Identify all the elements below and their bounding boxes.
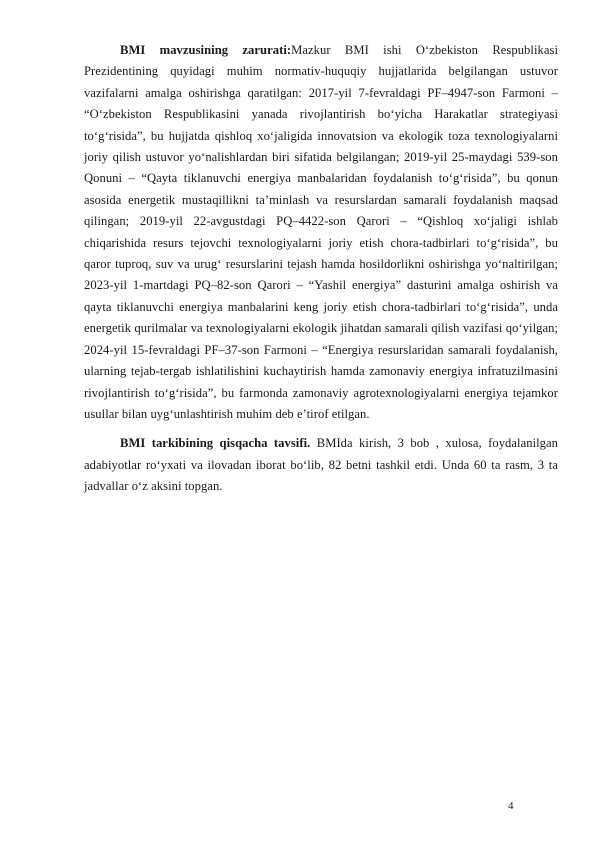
document-page xyxy=(84,40,558,506)
paragraph-tarkib-tavsifi xyxy=(84,433,558,497)
paragraph-mavzu-zarurati xyxy=(84,40,558,425)
paragraph-heading: BMI mavzusining zarurati: xyxy=(120,43,292,57)
paragraph-body: BMIda kirish, 3 bob , xulosa, foydalanilgan adabiyotlar ro‘yxati va ilovadan iborat bo‘lib, 82 betni tashkil etdi. Unda 60 ta rasm, 3 ta jadvallar o‘z aksini topgan. xyxy=(84,436,558,494)
paragraph-heading: BMI tarkibining qisqacha tavsifi. xyxy=(120,436,311,451)
paragraph-body: Mazkur BMI ishi O‘zbekiston Respublikasi Prezidentining quyidagi muhim normativ-huquqiy hujjatlarida belgilangan ustuvor vazifalarni amalga oshirishga qaratilgan: 2017-yil 7-fevraldagi PF–4947-son Farmoni – “O‘zbekiston Respublikasini yanada rivojlantirish bo‘yicha Harakatlar strategiyasi to‘g‘risida”, bu hujjatda qishloq xo‘jaligida innovatsion va ekologik toza texnologiyalarni joriy qilish ustuvor yo‘nalishlardan biri sifatida belgilangan; 2019-yil 25-maydagi 539-son Qonuni – “Qayta tiklanuvchi energiya manbalaridan foydalanish to‘g‘risida”, bu qonun asosida energetik mustaqillikni ta’minlash va resurslardan samarali foydalanish maqsad qilingan; 2019-yil 22-avgustdagi PQ–4422-son Qarori – “Qishloq xo‘jaligi ishlab chiqarishida resurs tejovchi texnologiyalarni joriy etish chora-tadbirlari to‘g‘risida”, bu qaror tuproq, suv va urug‘ resurslarini tejash hamda hosildorlikni oshirishga yo‘naltirilgan; 2023-yil 1-martdagi PQ–82-son Qarori – “Yashil energiya” dasturini amalga oshirish va qayta tiklanuvchi energiya manbalarini keng joriy etish chora-tadbirlari to‘g‘risida”, unda energetik qurilmalar va texnologiyalarni ekologik jihatdan samarali qilish vazifasi qo‘yilgan; 2024-yil 15-fevraldagi PF–37-son Farmoni – “Energiya resurslaridan samarali foydalanish, ularning tejab-tergab ishlatilishini kuchaytirish hamda zamonaviy energiya infratuzilmasini rivojlantirish to‘g‘risida”, bu farmonda zamonaviy agrotexnologiyalarni energiya tejamkor usullar bilan uyg‘unlashtirish muhim deb e’tirof etilgan. xyxy=(84,43,558,421)
page-number: 4 xyxy=(508,800,514,812)
